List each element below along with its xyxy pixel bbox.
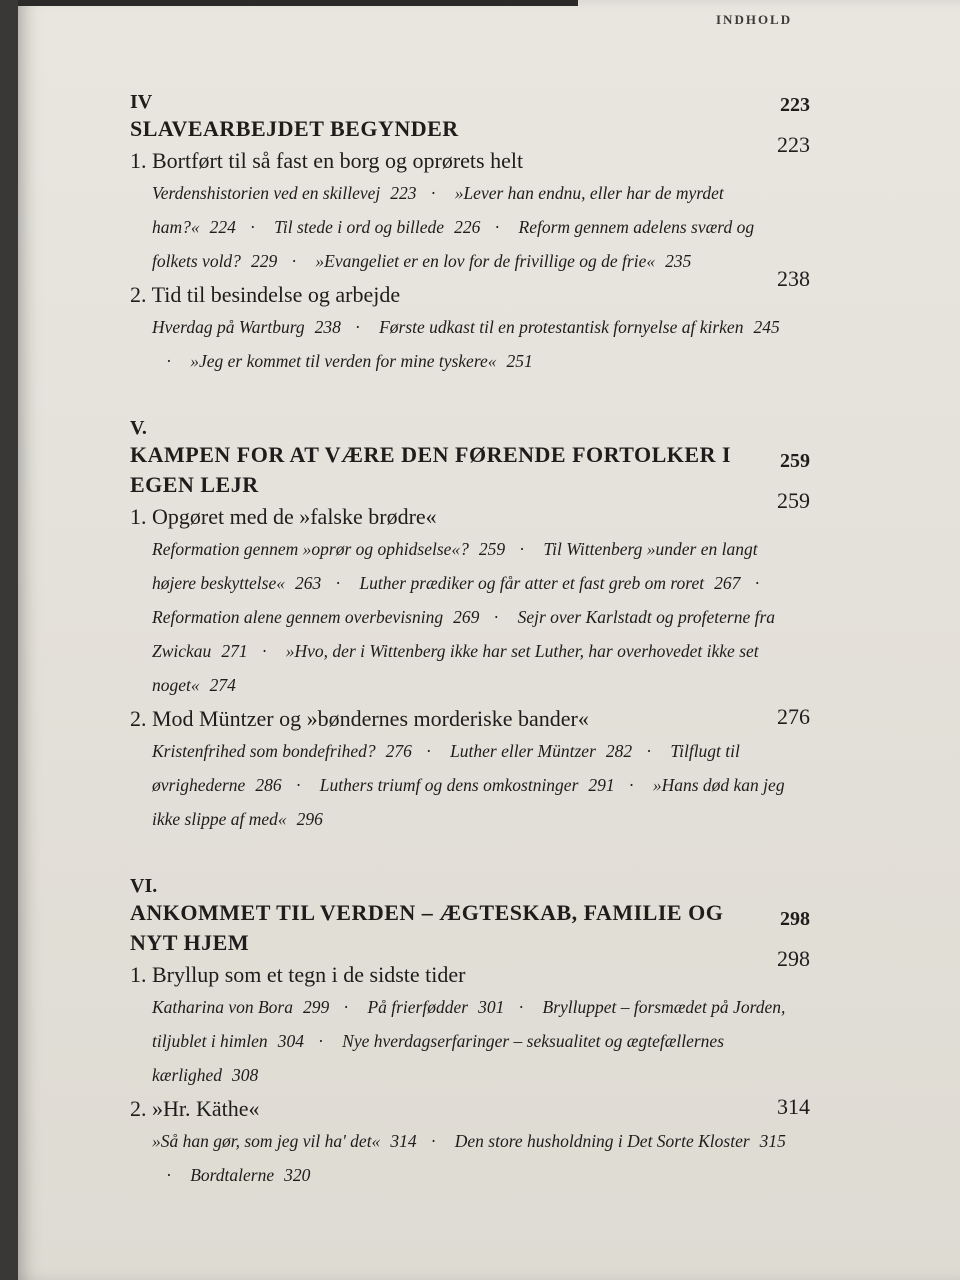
page-shadow-edge	[18, 0, 578, 6]
chapter-title: 1. Opgøret med de »falske brødre«	[130, 504, 437, 529]
section-list: »Så han gør, som jeg vil ha' det« 314 · Den store husholdning i Det Sorte Kloster 315· Bordtalerne 320	[152, 1131, 786, 1185]
section-list: Katharina von Bora 299 · På frierfødder 301 · Brylluppet – forsmædet på Jorden, tiljublet i himlen 304 · Nye hverdagserfaringer – seksualitet og ægtefællernes kærlighed 308	[152, 997, 786, 1085]
section-entry	[455, 1131, 786, 1151]
part-title: KAMPEN FOR AT VÆRE DEN FØRENDE FORTOLKER I EGEN LEJR	[130, 442, 732, 497]
part-page-number: 223	[780, 94, 810, 116]
section-entry	[152, 741, 412, 761]
section-page: 271	[221, 641, 248, 661]
section-title: Reformation alene gennem overbevisning	[152, 607, 444, 627]
section-list: Reformation gennem »oprør og ophidselse«? 259 · Til Wittenberg »under en langt højere beskyttelse« 263 · Luther prædiker og får atter et fast greb om roret 267 · Reformation alene gennem overbevisning 269 · Sejr over Karlstadt og profeterne fra Zwickau 271 · »Hvo, der i Wittenberg ikke har set Luther, har overhovedet ikke set noget« 274	[152, 539, 776, 695]
book-page	[18, 0, 960, 1280]
section-list: Verdenshistorien ved en skillevej 223 · »Lever han endnu, eller har de myrdet ham?« 224 · Til stede i ord og billede 226 · Reform gennem adelens sværd og folkets vold? 229 · »Evangeliet er en lov for de frivillige og de frie« 235	[152, 183, 755, 271]
section-entry	[320, 775, 615, 795]
section-title: Katharina von Bora	[152, 997, 293, 1017]
section-title: »Lever han endnu, eller har de myrdet ham?«	[152, 183, 724, 237]
section-page: 314	[390, 1131, 417, 1151]
section-page: 274	[209, 675, 236, 695]
section-title: Til Wittenberg »under en langt højere beskyttelse«	[152, 539, 758, 593]
section-title: Brylluppet – forsmædet på Jorden, tiljublet i himlen	[152, 997, 786, 1051]
section-title: Hverdag på Wartburg	[152, 317, 305, 337]
chapter-page-number: 238	[777, 266, 810, 291]
part-page-number: 298	[780, 908, 810, 930]
section-title: Reformation gennem »oprør og ophidselse«?	[152, 539, 469, 559]
part-vi	[130, 874, 820, 1192]
section-title: Tilflugt til øvrighederne	[152, 741, 740, 795]
section-entry	[152, 317, 341, 337]
chapter	[130, 946, 820, 1092]
chapter-title: 2. »Hr. Käthe«	[130, 1096, 260, 1121]
section-page: 301	[478, 997, 505, 1017]
section-page: 282	[605, 741, 633, 761]
section-title: Verdenshistorien ved en skillevej	[152, 183, 381, 203]
section-title: Første udkast til en protestantisk fornyelse af kirken	[379, 317, 744, 337]
section-page: 296	[296, 809, 323, 829]
part-number: V.	[130, 417, 147, 439]
section-title: Kristenfrihed som bondefrihed?	[152, 741, 376, 761]
section-title: På frierfødder	[367, 997, 469, 1017]
section-title: »Så han gør, som jeg vil ha' det«	[152, 1131, 381, 1151]
section-page: 238	[314, 317, 341, 337]
section-page: 267	[714, 573, 741, 593]
part-page-number: 259	[780, 450, 810, 472]
section-page: 251	[506, 351, 533, 371]
section-entry	[450, 741, 632, 761]
part-v	[130, 416, 820, 836]
section-page: 299	[302, 997, 330, 1017]
chapter	[130, 488, 820, 702]
part-number: VI.	[130, 875, 158, 897]
chapter	[130, 704, 820, 836]
section-title: Den store husholdning i Det Sorte Kloster	[454, 1131, 750, 1151]
section-entry	[152, 997, 329, 1017]
section-page: 229	[250, 251, 278, 271]
part-iv	[130, 90, 820, 378]
section-page: 320	[284, 1165, 311, 1185]
section-page: 276	[385, 741, 412, 761]
part-title: ANKOMMET TIL VERDEN – ÆGTESKAB, FAMILIE OG NYT HJEM	[130, 900, 724, 955]
section-page: 286	[255, 775, 282, 795]
section-page: 226	[454, 217, 481, 237]
section-title: Til stede i ord og billede	[274, 217, 445, 237]
section-entry	[315, 251, 691, 271]
section-title: Bordtalerne	[190, 1165, 275, 1185]
section-list: Hverdag på Wartburg 238 · Første udkast til en protestantisk fornyelse af kirken 245· »Jeg er kommet til verden for mine tyskere« 251	[152, 317, 780, 371]
section-entry	[152, 539, 505, 559]
chapter-page-number: 223	[777, 132, 810, 157]
section-title: Nye hverdagserfaringer – seksualitet og ægtefællernes kærlighed	[152, 1031, 725, 1085]
section-page: 224	[209, 217, 236, 237]
section-entry	[152, 183, 417, 203]
section-entry	[190, 1165, 310, 1185]
section-title: »Hvo, der i Wittenberg ikke har set Luther, har overhovedet ikke set noget«	[152, 641, 759, 695]
section-page: 263	[294, 573, 322, 593]
section-page: 291	[588, 775, 615, 795]
part-title: SLAVEARBEJDET BEGYNDER	[130, 116, 459, 141]
section-entry	[152, 1131, 417, 1151]
section-title: Reform gennem adelens sværd og folkets vold?	[152, 217, 755, 271]
chapter-page-number: 298	[777, 946, 810, 971]
section-title: Luther eller Müntzer	[450, 741, 596, 761]
chapter	[130, 266, 820, 378]
section-title: Luther prædiker og får atter et fast greb om roret	[359, 573, 705, 593]
chapter-title: 1. Bortført til så fast en borg og oprørets helt	[130, 148, 524, 173]
table-of-contents	[130, 90, 820, 1192]
running-head: INDHOLD	[716, 12, 793, 27]
section-page: 304	[277, 1031, 304, 1051]
chapter-title: 1. Bryllup som et tegn i de sidste tider	[130, 962, 466, 987]
section-page: 223	[390, 183, 417, 203]
section-title: »Hans død kan jeg ikke slippe af med«	[152, 775, 785, 829]
section-entry	[367, 997, 504, 1017]
part-title-row	[130, 440, 820, 500]
section-entry	[379, 317, 780, 337]
section-entry	[359, 573, 740, 593]
section-title: Luthers triumf og dens omkostninger	[319, 775, 579, 795]
section-page: 245	[753, 317, 780, 337]
section-title: »Evangeliet er en lov for de frivillige og de frie«	[315, 251, 656, 271]
section-entry	[274, 217, 480, 237]
section-entry	[152, 607, 479, 627]
part-number: IV	[130, 91, 153, 113]
chapter-page-number: 259	[777, 488, 810, 513]
section-entry	[190, 351, 533, 371]
section-page: 259	[478, 539, 506, 559]
section-page: 235	[665, 251, 692, 271]
section-page: 308	[232, 1065, 259, 1085]
section-page: 269	[453, 607, 480, 627]
chapter	[130, 132, 820, 278]
chapter-page-number: 314	[777, 1094, 810, 1119]
section-title: »Jeg er kommet til verden for mine tyskere«	[190, 351, 497, 371]
section-page: 315	[759, 1131, 786, 1151]
section-title: Sejr over Karlstadt og profeterne fra Zwickau	[152, 607, 776, 661]
chapter-title: 2. Tid til besindelse og arbejde	[130, 282, 401, 307]
chapter-title: 2. Mod Müntzer og »bøndernes morderiske bander«	[130, 706, 589, 731]
section-list: Kristenfrihed som bondefrihed? 276 · Luther eller Müntzer 282 · Tilflugt til øvrighederne 286 · Luthers triumf og dens omkostninger 291 · »Hans død kan jeg ikke slippe af med« 296	[152, 741, 785, 829]
chapter	[130, 1094, 820, 1192]
part-title-row	[130, 898, 820, 958]
chapter-page-number: 276	[777, 704, 810, 729]
